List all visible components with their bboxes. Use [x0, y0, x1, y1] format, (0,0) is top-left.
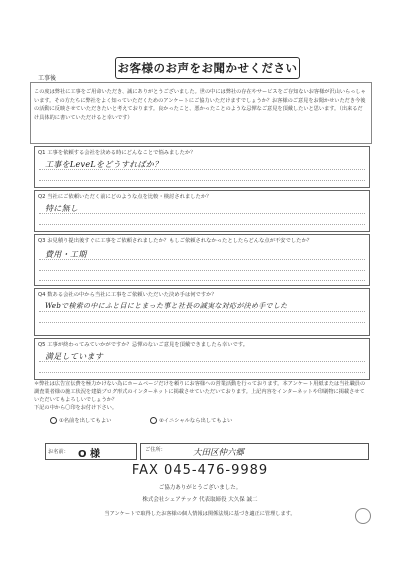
question-5-answer[interactable]: 満足しています	[45, 352, 104, 361]
question-2-label: Q2 当社にご依頼いただく前にどのような点を比較・検討されましたか？	[38, 194, 212, 200]
address-label: ご住所：	[145, 447, 166, 453]
question-3-box	[34, 234, 370, 286]
answer-line	[39, 213, 365, 214]
option-initials-ok[interactable]	[150, 416, 232, 424]
radio-circle-icon	[150, 417, 157, 424]
question-4-label: Q4 数ある会社の中から当社に工事をご依頼いただいた決め手は何ですか？	[38, 292, 217, 298]
answer-line	[39, 280, 365, 281]
company-name: 株式会社シェアテック 代表取締役 大久保 誠二	[142, 497, 258, 503]
answer-line	[39, 180, 365, 181]
option-name-ok-label: ①名前を出してもよい	[59, 418, 112, 424]
address-field-box	[140, 443, 369, 460]
question-4-answer[interactable]: Webで検索の中にふと目にとまった事と社長の誠実な対応が決め手でした	[45, 302, 288, 310]
answer-line	[39, 311, 365, 312]
name-label: お名前：	[48, 449, 69, 455]
name-field-box	[45, 443, 137, 460]
answer-line	[39, 361, 365, 362]
address-value[interactable]: 大田区仲六郷	[193, 448, 245, 458]
question-1-label: Q1 工事を依頼する会社を決める時にどんなことで悩みましたか？	[38, 150, 196, 156]
question-4-box	[34, 288, 370, 336]
answer-line	[39, 169, 365, 170]
intro-label: 工事後	[38, 75, 57, 82]
question-5-label: Q5 工事が終わってみていかがですか？忌憚のないご意見を頂戴できましたら幸いです。	[38, 342, 249, 348]
question-1-answer[interactable]: 工事をLeveLをどうすればか？	[45, 160, 163, 169]
option-name-ok[interactable]	[50, 416, 111, 424]
page-title	[115, 57, 300, 79]
question-3-answer[interactable]: 費用・工期	[45, 250, 87, 259]
question-1-box	[34, 146, 370, 188]
fax-number: FAX 045-476-9989	[131, 463, 269, 478]
publication-note: ＊弊社は広告宣伝費を極力かけない為にホームページだけを頼りにお客様への営業活動を行っております。本アンケート用紙または当社職員の調査業者様の施工状況を建築ブログ形式のインターネットに掲載させていただいております。上記内容をインターネットや印刷物に掲載させていただいてもよろしいでしょうか？ 下記の中から〇印をお付け下さい。	[34, 381, 366, 411]
answer-line	[39, 224, 365, 225]
question-2-answer[interactable]: 特に無し	[45, 204, 79, 213]
question-3-label: Q3 お見積り提出後すぐに工事をご依頼されましたか？もしご依頼されなかったとしたらどんな点が不安でしたか？	[38, 238, 313, 244]
intro-text: この度は弊社に工事をご用命いただき、誠にありがとうございました。世の中には弊社の存在やサービスをご存知ないお客様が沢山いらっしゃいます。その方たちに弊社をよく知っていただくためのアンケートにご協力いただけますでしょうか？お客様のご意見をお聞かせいただき今後の活動に反映させていただきたいと考えております。良かったこと、悪かったことのような忌憚なご意見を頂戴したいと思います。（出来るだけ具体的に書いていただけると幸いです）	[34, 89, 366, 121]
page-stamp-icon	[355, 508, 371, 524]
page-title-text: お客様のお声をお聞かせください	[117, 61, 298, 75]
answer-line	[39, 322, 365, 323]
answer-line	[39, 372, 365, 373]
privacy-footnote: 当アンケートで取得したお客様の個人情報は関係法規に基づき適正に管理します。	[104, 511, 296, 517]
answer-line	[39, 270, 365, 271]
answer-line	[39, 259, 365, 260]
option-initials-ok-label: ②イニシャルなら出してもよい	[159, 418, 233, 424]
question-5-box	[34, 338, 370, 380]
thanks-text: ご協力ありがとうございました。	[158, 485, 242, 491]
name-value[interactable]: O 様	[78, 449, 100, 460]
radio-circle-icon	[50, 417, 57, 424]
question-2-box	[34, 190, 370, 232]
